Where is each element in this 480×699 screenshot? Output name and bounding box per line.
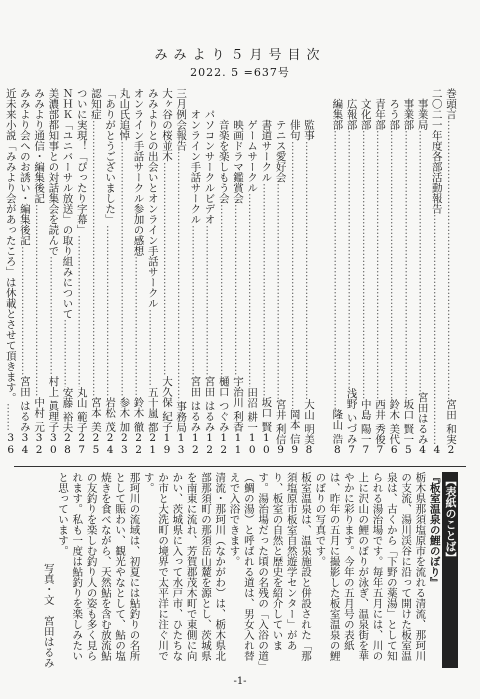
toc-dot-leader	[18, 246, 32, 377]
toc-entry-title: 俳句	[288, 88, 301, 141]
toc-entry	[89, 88, 103, 456]
toc-dot-leader	[330, 130, 344, 409]
toc-entry	[231, 88, 245, 456]
toc-entry-author: 中村 元	[33, 397, 46, 432]
toc-entry-title: 三月例会報告	[175, 88, 188, 151]
toc-dot-leader	[273, 183, 287, 399]
toc-entry-author: 宮田 はるみ	[189, 376, 202, 432]
toc-entry-page: 30	[47, 432, 60, 456]
toc-entry-page: 10	[260, 432, 273, 456]
toc-dot-leader	[245, 193, 259, 387]
toc-entry	[259, 88, 273, 456]
toc-entry-author: 隆山 浩	[331, 409, 344, 444]
toc-entry	[188, 88, 202, 456]
toc-dot-leader	[217, 204, 231, 377]
toc-entry	[245, 88, 259, 456]
toc-dot-leader	[117, 141, 131, 398]
toc-dot-leader	[60, 319, 74, 387]
toc-entry-page: 36	[4, 432, 17, 456]
toc-entry-title: オンライン手話サークル参加の感想	[132, 88, 145, 256]
toc-entry-author: 鈴木 美代	[388, 398, 401, 444]
toc-entry	[117, 88, 131, 456]
toc-entry-title: みみより通信・編集後記	[33, 88, 46, 204]
toc-entry-page: 12	[203, 432, 216, 456]
toc-entry-page: 27	[75, 432, 88, 456]
toc-entry-author: 宮井 利信	[274, 398, 287, 444]
toc-entry-author: 樋口 つぐみ	[217, 376, 230, 432]
toc-entry-page: 32	[33, 432, 46, 456]
toc-entry	[288, 88, 302, 456]
toc-entry	[146, 88, 160, 456]
toc-entry-author: 西井 秀俊	[373, 398, 386, 444]
toc-entry-page: 4	[430, 444, 443, 456]
toc-entry	[316, 88, 330, 456]
toc-entry-title: みみより会へのお誘い・編集後記	[18, 88, 31, 246]
toc-entry-author: 宮田はるみ	[416, 391, 429, 444]
toc-entry-title: 近未来小説「みみより会があったころ」は休載とさせて頂きます。	[4, 88, 17, 403]
toc-entry-page: 4	[416, 444, 429, 456]
toc-dot-leader	[373, 130, 387, 399]
toc-entry	[75, 88, 89, 456]
toc-entry-author: 五十嵐 都	[146, 386, 159, 432]
toc-entry-page: 5	[402, 444, 415, 456]
toc-entry-author: 田沼 耕一	[246, 386, 259, 432]
toc-entry-author: 中島 陽一	[359, 398, 372, 444]
toc-entry-author: 大久保 紀子	[160, 376, 173, 432]
toc-entry-author: 大山 明美	[302, 398, 315, 444]
toc-entry	[401, 88, 415, 456]
toc-entry-title: 巻頭言	[445, 88, 457, 120]
toc-entry-author: 事務局	[175, 400, 188, 432]
toc-entry-title: 丸山氏追悼	[118, 88, 131, 141]
toc-entry	[373, 88, 387, 456]
toc-entry	[4, 88, 18, 456]
toc-entry-title: 編集部	[331, 88, 344, 130]
toc-dot-leader	[259, 183, 273, 398]
toc-entry-author: 宇治川 利香	[231, 376, 244, 432]
toc-entry	[387, 88, 401, 456]
toc-entry	[174, 88, 188, 456]
toc-dot-leader	[288, 141, 302, 410]
toc-entry-title: ついに実現！「ぴったり字幕」	[75, 88, 88, 235]
toc-entry-page: 22	[132, 432, 145, 456]
toc-entry-page: 11	[231, 432, 244, 456]
toc-entry-title: ＮＨＫ「ユニバーサル放送」の取り組みについて	[61, 88, 74, 319]
toc-entry-author: 丸山 範子	[75, 386, 88, 432]
toc-entry	[415, 88, 429, 456]
toc-entry-author: 浅野 いづみ	[345, 388, 358, 444]
toc-entry-page: 10	[246, 432, 259, 456]
page-number: -1-	[233, 676, 247, 687]
toc-dot-leader	[160, 162, 174, 377]
toc-entry-title: 監事	[302, 88, 315, 141]
toc-entry-page: 25	[89, 432, 102, 456]
toc-entry-author: 宮田 はるみ	[203, 376, 216, 432]
toc-entry-author: 宮田 和実	[445, 398, 457, 444]
toc-entry	[18, 88, 32, 456]
toc-entry	[330, 88, 344, 456]
cover-paragraph-3: 清流・那珂川（なかがわ）は、栃木県北部那須町の那須岳山麓を源とし、茨城県を南東に流れ、芳賀郡茂木町で東側に向かい、茨城県に入って水戸市、ひたちなか市と大洗町の境界で太平洋に注ぐ川です。	[142, 472, 227, 661]
toc-dot-leader	[444, 120, 458, 399]
toc-entry	[60, 88, 74, 456]
toc-entry-title: 文化部	[359, 88, 372, 130]
toc-dot-leader	[32, 204, 46, 398]
toc-entry-title: みみよりとの出会いとオンライン手話サークル	[146, 88, 159, 309]
toc-entry-title: 書道サークル	[260, 88, 273, 183]
toc-dot-leader	[202, 225, 216, 377]
toc-entry-page: 7	[359, 444, 372, 456]
toc-entry-page: 7	[345, 444, 358, 456]
toc-entry-title: ろう部	[388, 88, 401, 130]
toc-dot-leader	[4, 403, 18, 432]
toc-entry-title: 事業部	[402, 88, 415, 130]
toc-entry	[344, 88, 358, 456]
cover-heading: 【表紙のことば】	[442, 472, 458, 668]
toc-entry-title: オンライン手話サークル	[189, 88, 202, 225]
toc-entry-page: 12	[217, 432, 230, 456]
toc-entry-author: 宮田 はるみ	[18, 376, 31, 432]
toc-entry	[359, 88, 373, 456]
toc-dot-leader	[146, 309, 160, 387]
toc-entry-page: 8	[302, 444, 315, 456]
toc-entry	[430, 88, 444, 456]
toc-entry-author: 岩松 茂	[104, 397, 117, 432]
toc-dot-leader	[415, 130, 429, 392]
toc-entry-page: 6	[388, 444, 401, 456]
toc-dot-leader	[430, 214, 444, 444]
toc-entry-page: 12	[189, 432, 202, 456]
toc-entry-page: 9	[274, 444, 287, 456]
toc-dot-leader	[46, 256, 60, 376]
toc-entry-page: 13	[175, 432, 188, 456]
toc-entry	[46, 88, 60, 456]
toc-entry-title: 認知症	[89, 88, 102, 120]
toc-entry-title: 事業局	[416, 88, 429, 130]
toc-dot-leader	[401, 130, 415, 399]
toc-entry	[444, 88, 458, 456]
toc-entry-title: テニス愛好会	[274, 88, 287, 183]
toc-entry-author: 坂口 賢	[260, 397, 273, 432]
toc-entry-title: 「ありがとうございました」	[104, 88, 117, 225]
toc-entry-page: 28	[61, 432, 74, 456]
toc-dot-leader	[75, 235, 89, 387]
toc-dot-leader	[174, 151, 188, 401]
cover-paragraph-4: 那珂川の流域は、初夏には鮎釣りの名所として賑わい、観光やなとして、鮎の塩焼きを食べながら、天然鮎を含む放流鮎の友釣りを楽しむ釣り人の姿も多く見られます。私も一度は鮎釣りを楽しみたいと思っています。	[56, 472, 141, 661]
cover-credit: 写真・文 宮田はるみ	[42, 563, 55, 668]
toc-entry-author: 宮本 美	[89, 397, 102, 432]
toc-entry-author: 安藤 裕夫	[61, 386, 74, 432]
toc-dot-leader	[359, 130, 373, 399]
toc-entry-title: 音楽を楽しもう会	[217, 88, 230, 204]
toc-dot-leader	[188, 225, 202, 377]
toc-dot-leader	[103, 225, 117, 398]
toc-entry	[273, 88, 287, 456]
toc-entry-author: 鈴木 徹	[132, 397, 145, 432]
toc-dot-leader	[344, 130, 358, 388]
toc-entry-title: パソコンサークルビデオ	[203, 88, 216, 225]
toc-dot-leader	[231, 204, 245, 377]
toc-dot-leader	[302, 141, 316, 399]
toc-entry-page: 23	[118, 432, 131, 456]
cover-note	[22, 472, 458, 668]
toc-entry	[103, 88, 117, 456]
toc-entry-author: 坂口 賢一	[402, 398, 415, 444]
toc-entry-title: 大ヶ谷の桜並木	[160, 88, 173, 162]
toc-entry-page: 7	[373, 444, 386, 456]
toc-entry-page: 19	[160, 432, 173, 456]
toc-entry-page: 2	[445, 444, 457, 456]
table-of-contents	[4, 88, 459, 456]
toc-entry-author: 参木 加	[118, 397, 131, 432]
toc-dot-leader	[131, 256, 145, 397]
toc-entry-author: 岡本 信	[288, 409, 301, 444]
toc-entry-page: 9	[288, 444, 301, 456]
cover-paragraph-2: 板室温泉は、温泉施設と併設された「那須塩原市板室自然遊学センター」があり、板室の自然と歴史を紹介しています。湯治場だった頃の名残の「入浴の道」（鯛の湯）と呼ばれる道は、男女入れ替えで入浴できます。	[228, 472, 313, 667]
cover-paragraph-1: 栃木県那須塩原市を流れる清流、那珂川の支流、湯川渓谷に沿って開けた板室温泉は、古くから「下野の薬湯」として知られる湯治場です。毎年五月には、川の上に沢山の鯉のぼりが泳ぎ、温泉街を華やかに彩ります。今年の五月号の表紙は、昨年の五月に撮影した板室温泉の鯉のぼりの写真です。	[314, 472, 427, 661]
toc-entry-author: 村上 眞理子	[47, 376, 60, 432]
page-title: みみより５月号目次	[154, 48, 326, 63]
toc-dot-leader	[89, 120, 103, 398]
issue-number: 2022. 5 =637号	[190, 66, 290, 79]
toc-entry-page: 24	[104, 432, 117, 456]
section-divider	[14, 466, 466, 467]
toc-entry-title: 広報部	[345, 88, 358, 130]
toc-entry-title: 美濃部都知事との対話集会を読んで	[47, 88, 60, 256]
toc-entry-page: 21	[146, 432, 159, 456]
cover-subheading: 『板室温泉の鯉のぼり』	[428, 472, 441, 588]
toc-entry-page: 8	[331, 444, 344, 456]
toc-entry	[202, 88, 216, 456]
toc-entry	[302, 88, 316, 456]
toc-dot-leader	[387, 130, 401, 399]
toc-entry	[217, 88, 231, 456]
toc-entry-title: 二〇二一年度各部活動報告	[430, 88, 443, 214]
toc-entry-title: 青年部	[373, 88, 386, 130]
toc-entry-title: 映画ドラマ鑑賞会	[231, 88, 244, 204]
toc-entry	[131, 88, 145, 456]
toc-entry	[32, 88, 46, 456]
toc-entry-page: 34	[18, 432, 31, 456]
toc-entry-title: ゲームサークル	[246, 88, 259, 193]
toc-entry	[160, 88, 174, 456]
